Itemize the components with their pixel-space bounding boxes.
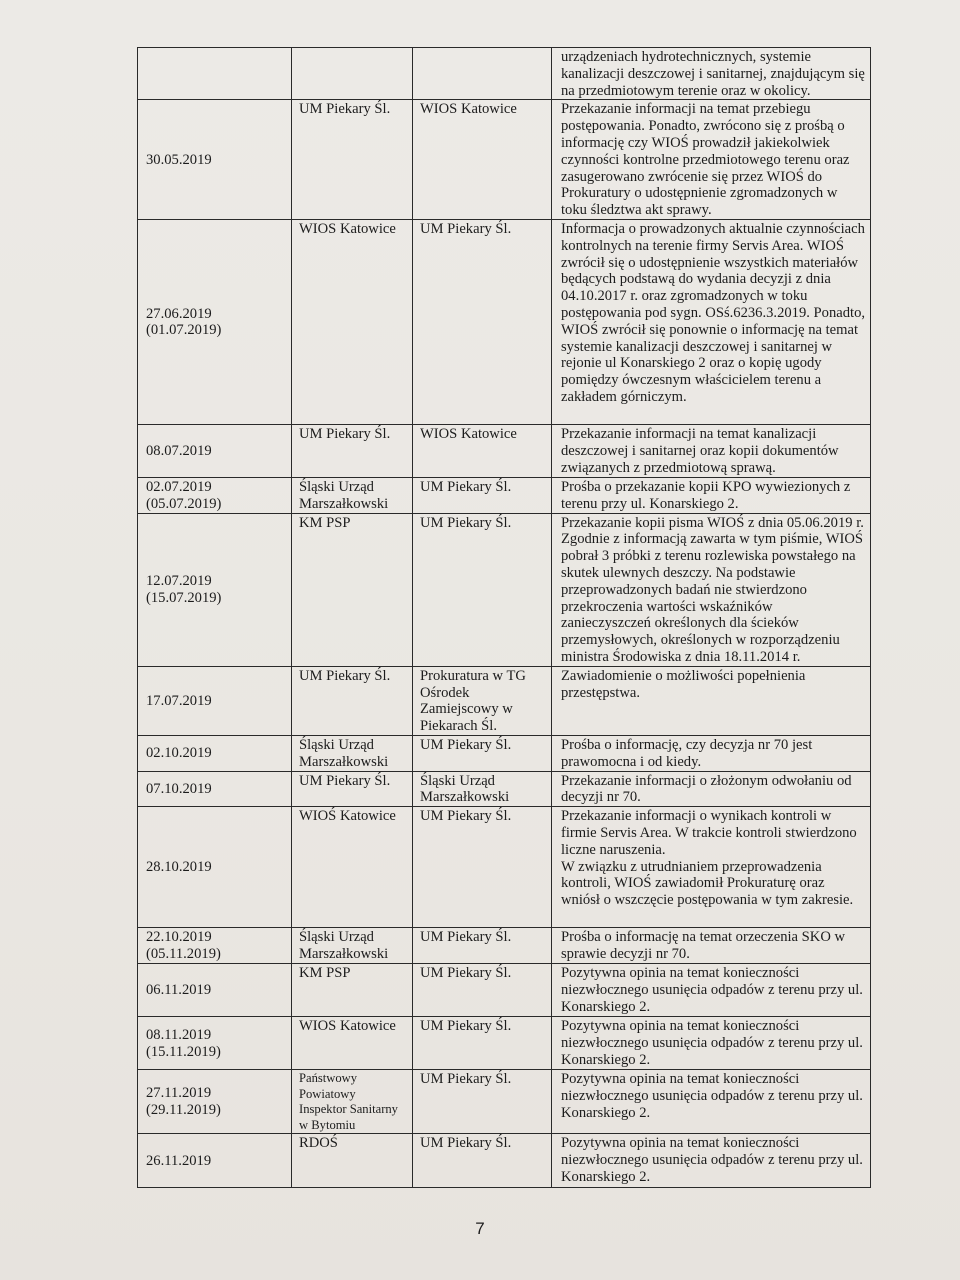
date-secondary-text: (15.11.2019) (146, 1043, 221, 1060)
description-cell: Przekazanie informacji na temat przebiegu postępowania. Ponadto, zwrócono się z prośbą o informację czy WIOŚ prowadził jakiekolwiek czynności kontrolne przedmiotowego terenu oraz zasugerowano zwrócenie się przez WIOŚ do Prokuratury o udostępnienie zgromadzonych w toku śledztwa akt sprawy. (552, 100, 871, 220)
recipient-cell: UM Piekary Śl. (413, 1017, 552, 1070)
table-row (138, 424, 871, 477)
sender-cell: Śląski Urząd Marszałkowski (292, 928, 413, 964)
description-cell: Informacja o prowadzonych aktualnie czynnościach kontrolnych na terenie firmy Servis Area. WIOŚ zwrócił się o udostępnienie wszystkich materiałów będących podstawą do wydania decyzji z dnia 04.10.2017 r. oraz zgromadzonych w toku postępowania pod sygn. OSś.6236.3.2019. Ponadto, WIOŚ zwrócił się ponownie o informację na temat systemie kanalizacji deszczowej i sanitarnej w rejonie ul Konarskiego 2 oraz o kopię ugody pomiędzy ówczesnym właścicielem terenu a zakładem górniczym. (552, 219, 871, 424)
description-cell: urządzeniach hydrotechnicznych, systemie kanalizacji deszczowej i sanitarnej, znajdującym się na przedmiotowym terenie oraz w okolicy. (552, 48, 871, 100)
recipient-cell: UM Piekary Śl. (413, 1134, 552, 1188)
recipient-cell: WIOS Katowice (413, 100, 552, 220)
date-cell (138, 477, 292, 513)
sender-cell: WIOS Katowice (292, 1017, 413, 1070)
table-row (138, 666, 871, 735)
sender-cell: WIOŚ Katowice (292, 807, 413, 928)
recipient-cell: UM Piekary Śl. (413, 1070, 552, 1134)
description-cell: Przekazanie informacji na temat kanalizacji deszczowej i sanitarnej oraz kopii dokumentów związanych z przedmiotową sprawą. (552, 424, 871, 477)
date-secondary-text: (29.11.2019) (146, 1102, 221, 1119)
date-cell (138, 666, 292, 735)
date-text: 07.10.2019 (146, 780, 212, 797)
date-text: 30.05.2019 (146, 151, 212, 168)
description-cell: Przekazanie kopii pisma WIOŚ z dnia 05.06.2019 r. Zgodnie z informacją zawarta w tym piśmie, WIOŚ pobrał 3 próbki z terenu rozlewiska powstałego na skutek ulewnych deszczy. Na podstawie przeprowadzonych badań nie stwierdzono przekroczenia wartości wskaźników zanieczyszczeń określonych dla ścieków przemysłowych, określonych w rozporządzeniu ministra Środowiska z dnia 18.11.2014 r. (552, 513, 871, 666)
sender-cell: UM Piekary Śl. (292, 666, 413, 735)
date-text: 28.10.2019 (146, 859, 212, 876)
table-row (138, 1134, 871, 1188)
date-cell (138, 964, 292, 1017)
correspondence-table (137, 47, 871, 1188)
description-cell: Przekazanie informacji o złożonym odwołaniu od decyzji nr 70. (552, 771, 871, 807)
date-cell (138, 807, 292, 928)
description-cell: Przekazanie informacji o wynikach kontroli w firmie Servis Area. W trakcie kontroli stwierdzono liczne naruszenia. W związku z utrudnianiem przeprowadzenia kontroli, WIOŚ zawiadomił Prokuraturę oraz wniósł o wszczęcie postępowania w tym zakresie. (552, 807, 871, 928)
sender-cell: WIOS Katowice (292, 219, 413, 424)
recipient-cell (413, 48, 552, 100)
table-row (138, 1070, 871, 1134)
table-row (138, 1017, 871, 1070)
recipient-cell: UM Piekary Śl. (413, 219, 552, 424)
description-cell: Pozytywna opinia na temat konieczności niezwłocznego usunięcia odpadów z terenu przy ul. Konarskiego 2. (552, 1070, 871, 1134)
description-cell: Zawiadomienie o możliwości popełnienia przestępstwa. (552, 666, 871, 735)
table-row (138, 513, 871, 666)
date-cell (138, 1070, 292, 1134)
description-cell: Prośba o informację, czy decyzja nr 70 jest prawomocna i od kiedy. (552, 735, 871, 771)
sender-cell: Śląski Urząd Marszałkowski (292, 477, 413, 513)
date-cell (138, 219, 292, 424)
date-text: 26.11.2019 (146, 1152, 212, 1169)
sender-cell: Państwowy Powiatowy Inspektor Sanitarny w Bytomiu (292, 1070, 413, 1134)
table-row (138, 928, 871, 964)
table-row (138, 219, 871, 424)
sender-cell: UM Piekary Śl. (292, 424, 413, 477)
sender-cell: KM PSP (292, 964, 413, 1017)
sender-cell: UM Piekary Śl. (292, 771, 413, 807)
date-text: 27.06.2019 (146, 305, 212, 322)
description-cell: Prośba o przekazanie kopii KPO wywiezionych z terenu przy ul. Konarskiego 2. (552, 477, 871, 513)
date-text: 02.07.2019 (146, 478, 212, 495)
date-secondary-text: (15.07.2019) (146, 590, 222, 607)
date-cell (138, 735, 292, 771)
date-text: 02.10.2019 (146, 745, 212, 762)
date-cell (138, 100, 292, 220)
date-cell (138, 48, 292, 100)
sender-cell: KM PSP (292, 513, 413, 666)
sender-cell: UM Piekary Śl. (292, 100, 413, 220)
table-row (138, 771, 871, 807)
table-row (138, 48, 871, 100)
date-text: 06.11.2019 (146, 982, 212, 999)
recipient-cell: Śląski Urząd Marszałkowski (413, 771, 552, 807)
date-secondary-text: (05.11.2019) (146, 946, 221, 963)
date-cell (138, 424, 292, 477)
table-row (138, 964, 871, 1017)
table-row (138, 807, 871, 928)
recipient-cell: UM Piekary Śl. (413, 477, 552, 513)
description-cell: Pozytywna opinia na temat konieczności niezwłocznego usunięcia odpadów z terenu przy ul. Konarskiego 2. (552, 1134, 871, 1188)
sender-cell: RDOŚ (292, 1134, 413, 1188)
recipient-cell: WIOS Katowice (413, 424, 552, 477)
recipient-cell: Prokuratura w TG Ośrodek Zamiejscowy w Piekarach Śl. (413, 666, 552, 735)
date-cell (138, 928, 292, 964)
date-cell (138, 513, 292, 666)
sender-cell: Śląski Urząd Marszałkowski (292, 735, 413, 771)
date-cell (138, 1017, 292, 1070)
sender-cell (292, 48, 413, 100)
date-cell (138, 1134, 292, 1188)
table-row (138, 735, 871, 771)
recipient-cell: UM Piekary Śl. (413, 513, 552, 666)
date-text: 08.11.2019 (146, 1026, 212, 1043)
table-row (138, 100, 871, 220)
date-text: 27.11.2019 (146, 1085, 212, 1102)
date-text: 22.10.2019 (146, 929, 212, 946)
date-text: 12.07.2019 (146, 573, 212, 590)
date-secondary-text: (01.07.2019) (146, 322, 222, 339)
page-number: 7 (475, 1219, 485, 1238)
recipient-cell: UM Piekary Śl. (413, 807, 552, 928)
recipient-cell: UM Piekary Śl. (413, 964, 552, 1017)
description-cell: Pozytywna opinia na temat konieczności niezwłocznego usunięcia odpadów z terenu przy ul. Konarskiego 2. (552, 964, 871, 1017)
date-secondary-text: (05.07.2019) (146, 495, 222, 512)
date-text: 08.07.2019 (146, 443, 212, 460)
description-cell: Prośba o informację na temat orzeczenia SKO w sprawie decyzji nr 70. (552, 928, 871, 964)
description-cell: Pozytywna opinia na temat konieczności niezwłocznego usunięcia odpadów z terenu przy ul. Konarskiego 2. (552, 1017, 871, 1070)
date-cell (138, 771, 292, 807)
table-row (138, 477, 871, 513)
correspondence-table-body (138, 48, 871, 1188)
recipient-cell: UM Piekary Śl. (413, 735, 552, 771)
recipient-cell: UM Piekary Śl. (413, 928, 552, 964)
date-text: 17.07.2019 (146, 692, 212, 709)
